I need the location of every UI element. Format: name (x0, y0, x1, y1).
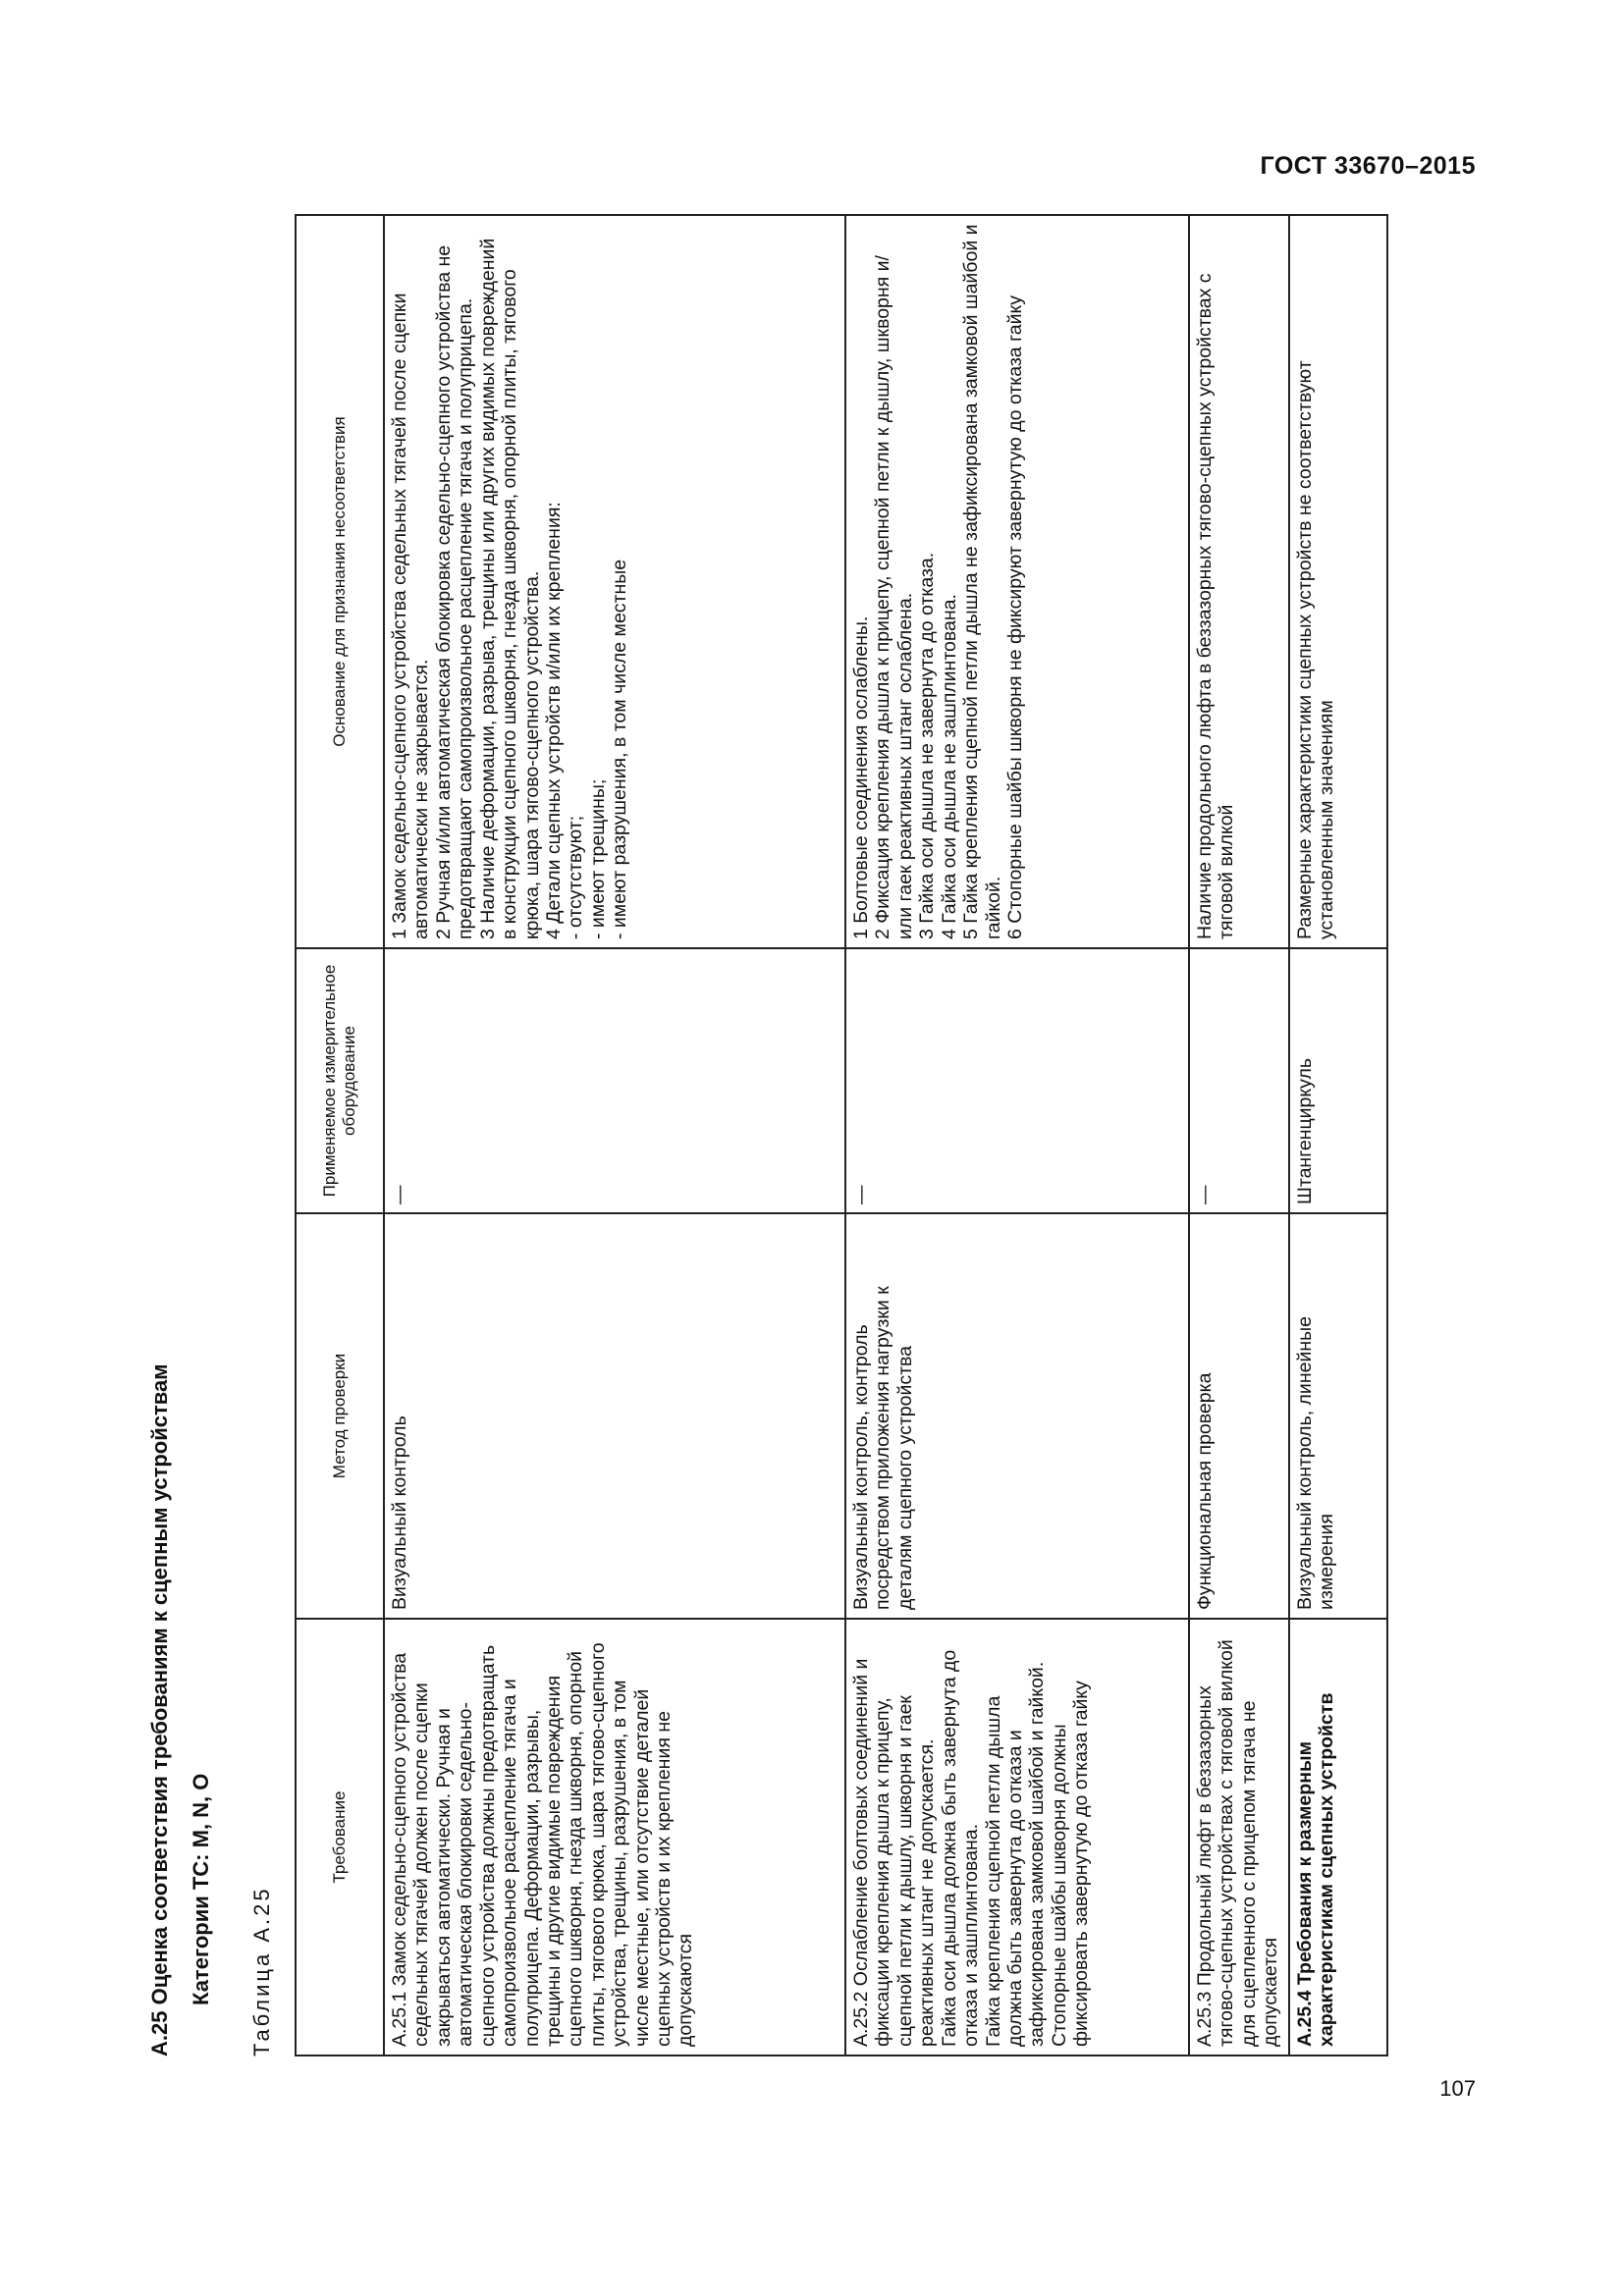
method-cell: Визуальный контроль (384, 1213, 845, 1619)
method-cell: Функциональная проверка (1189, 1213, 1289, 1619)
basis-cell: Наличие продольного люфта в беззазорных тягово-сцепных устройствах с тяговой вилкой (1189, 215, 1289, 948)
requirement-cell: А.25.4 Требования к размерным характеристикам сцепных устройств (1289, 1619, 1387, 2056)
header-method: Метод проверки (296, 1213, 384, 1619)
basis-cell: 1 Замок седельно-сцепного устройства седельных тягачей после сцепки автоматически не закрывается. 2 Ручная и/или автоматическая блокировка седельно-сцепного устройства не предотвращают самопроизвольное расцепление тягача и полуприцепа. 3 Наличие деформации, разрыва, трещины или других видимых повреждений в конструкции сцепного шкворня, гнезда шкворня, опорной плиты, тягового крюка, шара тягово-сцепного устройства. 4 Детали сцепных устройств и/или их крепления: - отсутствуют; - имеют трещины; - имеют разрушения, в том числе местные (384, 215, 845, 948)
table-header-row (296, 215, 384, 2056)
equipment-cell: — (845, 948, 1189, 1213)
table-label: Таблица А.25 (249, 1886, 274, 2056)
section-title: А.25 Оценка соответствия требованиям к сцепным устройствам (147, 1363, 172, 2056)
header-basis: Основание для признания несоответствия (296, 215, 384, 948)
document-header: ГОСТ 33670–2015 (1260, 152, 1476, 180)
table-row (1289, 215, 1387, 2056)
table-row (384, 215, 845, 2056)
basis-cell: Размерные характеристики сцепных устройств не соответствуют установленным значениям (1289, 215, 1387, 948)
vehicle-categories: Категории ТС: M, N, O (189, 1773, 213, 2005)
requirement-cell: А.25.1 Замок седельно-сцепного устройства седельных тягачей должен после сцепки закрываться автоматически. Ручная и автоматическая блокировки седельно-сцепного устройства должны предотвращать самопроизвольное расцепление тягача и полуприцепа. Деформации, разрывы, трещины и другие видимые повреждения сцепного шкворня, гнезда шкворня, опорной плиты, тягового крюка, шара тягово-сцепного устройства, трещины, разрушения, в том числе местные, или отсутствие деталей сцепных устройств и их крепления не допускаются (384, 1619, 845, 2056)
basis-cell: 1 Болтовые соединения ослаблены. 2 Фиксация крепления дышла к прицепу, сцепной петли к дышлу, шкворня и/или гаек реактивных штанг ослаблена. 3 Гайка оси дышла не завернута до отказа. 4 Гайка оси дышла не зашплинтована. 5 Гайка крепления сцепной петли дышла не зафиксирована замковой шайбой и гайкой. 6 Стопорные шайбы шкворня не фиксируют завернутую до отказа гайку (845, 215, 1189, 948)
method-cell: Визуальный контроль, контроль посредством приложения нагрузки к деталям сцепного устройства (845, 1213, 1189, 1619)
rotated-content (147, 216, 1483, 2056)
table-row (1189, 215, 1289, 2056)
equipment-cell: Штангенциркуль (1289, 948, 1387, 1213)
requirement-cell: А.25.2 Ослабление болтовых соединений и фиксации крепления дышла к прицепу, сцепной петли к дышлу, шкворня и гаек реактивных штанг не допускается. Гайка оси дышла должна быть завернута до отказа и зашплинтована. Гайка крепления сцепной петли дышла должна быть завернута до отказа и зафиксирована замковой шайбой и гайкой. Стопорные шайбы шкворня должны фиксировать завернутую до отказа гайку (845, 1619, 1189, 2056)
requirement-cell: А.25.3 Продольный люфт в беззазорных тягово-сцепных устройствах с тяговой вилкой для сцепленного с прицепом тягача не допускается (1189, 1619, 1289, 2056)
header-requirement: Требование (296, 1619, 384, 2056)
equipment-cell: — (384, 948, 845, 1213)
method-cell: Визуальный контроль, линейные измерения (1289, 1213, 1387, 1619)
requirements-table (295, 214, 1388, 2056)
table-row (845, 215, 1189, 2056)
page-number: 107 (1439, 2076, 1476, 2101)
header-equipment: Применяемое измерительное оборудование (296, 948, 384, 1213)
equipment-cell: — (1189, 948, 1289, 1213)
